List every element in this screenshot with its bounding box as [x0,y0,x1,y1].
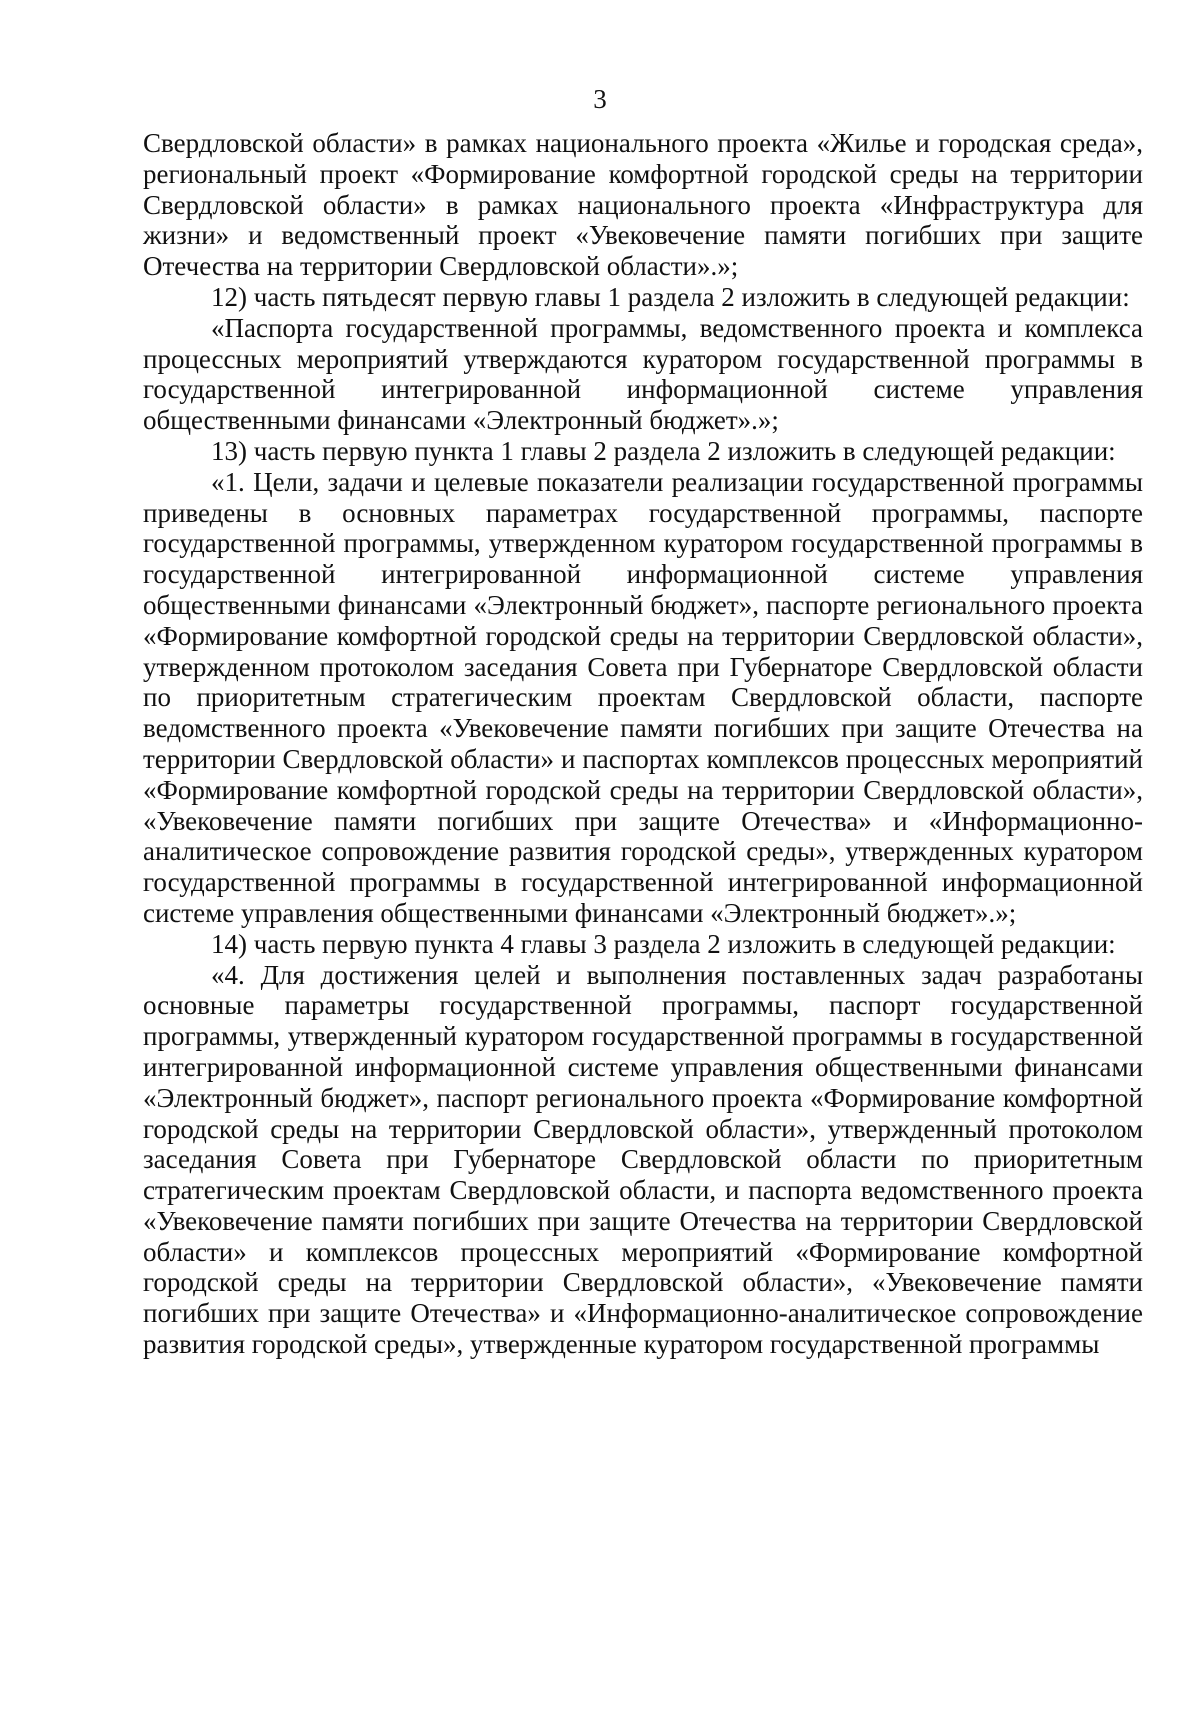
paragraph-quote-goals: «1. Цели, задачи и целевые показатели реализации государственной программы приведены в основных параметрах государственной программы, паспорте государственной программы, утвержденном куратором государственной программы в государственной интегрированной информационной системе управления общественными финансами «Электронный бюджет», паспорте регионального проекта «Формирование комфортной городской среды на территории Свердловской области», утвержденном протоколом заседания Совета при Губернаторе Свердловской области по приоритетным стратегическим проектам Свердловской области, паспорте ведомственного проекта «Увековечение памяти погибших при защите Отечества на территории Свердловской области» и паспортах комплексов процессных мероприятий «Формирование комфортной городской среды на территории Свердловской области», «Увековечение памяти погибших при защите Отечества» и «Информационно-аналитическое сопровождение развития городской среды», утвержденных куратором государственной программы в государственной интегрированной информационной системе управления общественными финансами «Электронный бюджет».»; [143,466,1143,928]
paragraph-continuation: Свердловской области» в рамках национального проекта «Жилье и городская среда», региональный проект «Формирование комфортной городской среды на территории Свердловской области» в рамках национального проекта «Инфраструктура для жизни» и ведомственный проект «Увековечение памяти погибших при защите Отечества на территории Свердловской области».»; [143,128,1143,282]
paragraph-quote-passports: «Паспорта государственной программы, ведомственного проекта и комплекса процессных мероприятий утверждаются куратором государственной программы в государственной интегрированной информационной системе управления общественными финансами «Электронный бюджет».»; [143,312,1143,436]
page-number: 3 [593,84,607,114]
document-body [143,128,1143,1360]
paragraph-item-13: 13) часть первую пункта 1 главы 2 раздела 2 изложить в следующей редакции: [211,435,1116,466]
paragraph-item-12: 12) часть пятьдесят первую главы 1 раздела 2 изложить в следующей редакции: [211,281,1130,312]
paragraph-quote-parameters: «4. Для достижения целей и выполнения поставленных задач разработаны основные параметры государственной программы, паспорт государственной программы, утвержденный куратором государственной программы в государственной интегрированной информационной системе управления общественными финансами «Электронный бюджет», паспорт регионального проекта «Формирование комфортной городской среды на территории Свердловской области», утвержденный протоколом заседания Совета при Губернаторе Свердловской области по приоритетным стратегическим проектам Свердловской области, и паспорта ведомственного проекта «Увековечение памяти погибших при защите Отечества на территории Свердловской области» и комплексов процессных мероприятий «Формирование комфортной городской среды на территории Свердловской области», «Увековечение памяти погибших при защите Отечества» и «Информационно-аналитическое сопровождение развития городской среды», утвержденные куратором государственной программы [143,959,1143,1360]
paragraph-item-14: 14) часть первую пункта 4 главы 3 раздела 2 изложить в следующей редакции: [211,928,1116,959]
